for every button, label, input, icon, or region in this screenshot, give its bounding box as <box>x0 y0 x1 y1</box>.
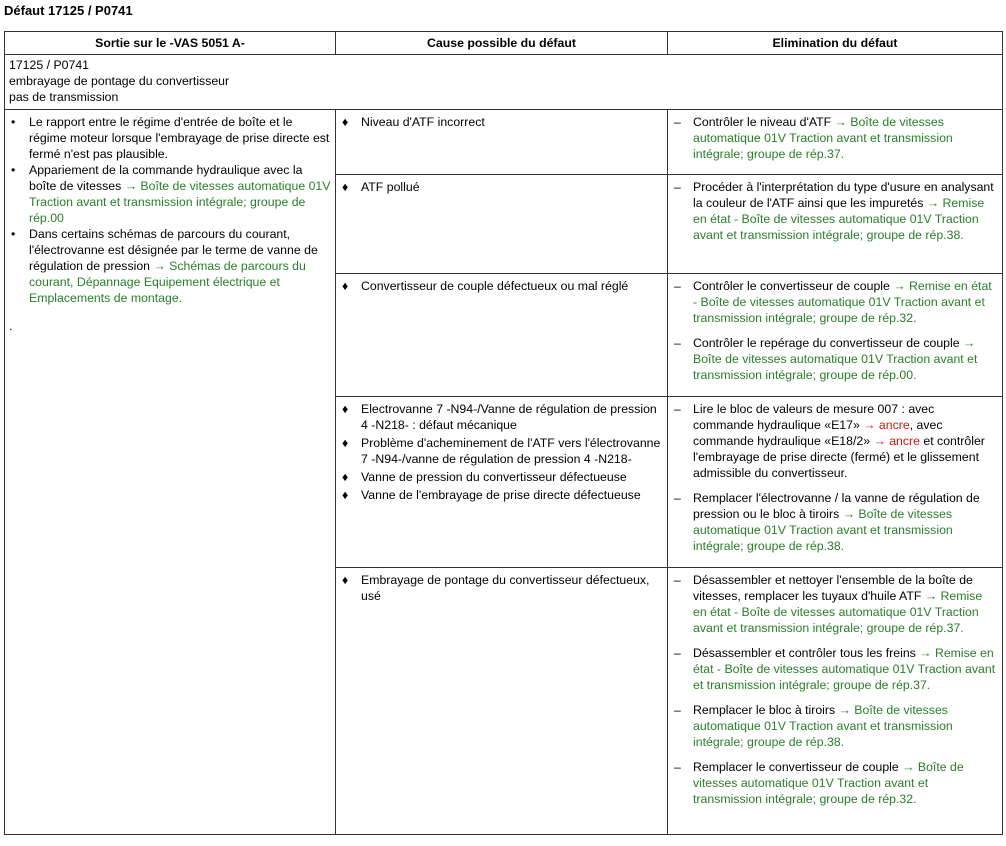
link[interactable]: → Boîte de vitesses automatique 01V Traction avant et transmission intégrale; groupe de rép.00. <box>693 336 978 382</box>
fault-code: 17125 / P0741 <box>9 58 90 72</box>
list-item: – Désassembler et contrôler tous les freins → Remise en état - Boîte de vitesses automatique 01V Traction avant et transmission intégrale; groupe de rép.37. <box>674 646 996 692</box>
output-cell <box>5 110 336 835</box>
link[interactable]: → Remise en état - Boîte de vitesses automatique 01V Traction avant et transmission intégrale; groupe de rép.38. <box>693 196 985 242</box>
list-item: ♦ Embrayage de pontage du convertisseur défectueux, usé <box>342 573 650 603</box>
link[interactable]: → Boîte de vitesses automatique 01V Traction avant et transmission intégrale; groupe de rép.00 <box>29 179 331 225</box>
link[interactable]: → Schémas de parcours du courant, Dépannage Equipement électrique et Emplacements de montage. <box>29 259 306 305</box>
header-elimination: Elimination du défaut <box>668 32 1003 55</box>
list-item: – Désassembler et nettoyer l'ensemble de la boîte de vitesses, remplacer les tuyaux d'huile ATF → Remise en état - Boîte de vitesses automatique 01V Traction avant et transmission intégrale; groupe de rép.37. <box>674 573 983 635</box>
list-item: ♦ Vanne de pression du convertisseur défectueuse <box>342 470 627 484</box>
elimination-cell <box>668 175 1003 274</box>
code-cell <box>5 55 1003 110</box>
list-item: – Procéder à l'interprétation du type d'usure en analysant la couleur de l'ATF ainsi que les impuretés → Remise en état - Boîte de vitesses automatique 01V Traction avant et transmission intégrale; groupe de rép.38. <box>674 180 994 242</box>
elimination-cell <box>668 568 1003 835</box>
list-item: – Lire le bloc de valeurs de mesure 007 : avec commande hydraulique «E17» → ancre, avec commande hydraulique «E18/2» → ancre et contrôler l'embrayage de prise directe (fermé) et le glissement admissible du convertisseur. <box>674 402 985 480</box>
cause-cell <box>336 175 668 274</box>
elimination-cell <box>668 397 1003 568</box>
code-row <box>5 55 1003 110</box>
dot-marker: . <box>9 319 13 333</box>
list-item: ♦ Vanne de l'embrayage de prise directe défectueuse <box>342 488 641 502</box>
anchor-link[interactable]: → ancre <box>873 434 920 448</box>
fault-detail: pas de transmission <box>9 90 119 104</box>
cause-cell <box>336 110 668 175</box>
header-output: Sortie sur le -VAS 5051 A- <box>5 32 336 55</box>
table-row <box>5 110 1003 175</box>
list-item: ♦ Electrovanne 7 -N94-/Vanne de régulation de pression 4 -N218- : défaut mécanique <box>342 402 657 432</box>
list-item: – Remplacer le convertisseur de couple → Boîte de vitesses automatique 01V Traction avant et transmission intégrale; groupe de rép.32. <box>674 760 964 806</box>
cause-cell <box>336 274 668 397</box>
list-item: ♦ Niveau d'ATF incorrect <box>342 115 485 129</box>
list-item: – Contrôler le convertisseur de couple → Remise en état - Boîte de vitesses automatique 01V Traction avant et transmission intégrale; groupe de rép.32. <box>674 279 992 325</box>
anchor-link[interactable]: → ancre <box>863 418 910 432</box>
list-item: • Dans certains schémas de parcours du courant, l'électrovanne est désignée par le terme de vanne de régulation de pression → Schémas de parcours du courant, Dépannage Equipement électrique et Emplacements de montage. <box>11 227 318 305</box>
link[interactable]: → Boîte de vitesses automatique 01V Traction avant et transmission intégrale; groupe de rép.32. <box>693 760 964 806</box>
list-item: – Contrôler le repérage du convertisseur de couple → Boîte de vitesses automatique 01V Traction avant et transmission intégrale; groupe de rép.00. <box>674 336 978 382</box>
cause-cell <box>336 397 668 568</box>
list-item: • Appariement de la commande hydraulique avec la boîte de vitesses → Boîte de vitesses automatique 01V Traction avant et transmission intégrale; groupe de rép.00 <box>11 163 331 225</box>
fault-table <box>4 31 1003 835</box>
link[interactable]: → Remise en état - Boîte de vitesses automatique 01V Traction avant et transmission intégrale; groupe de rép.37. <box>693 589 983 635</box>
elimination-cell <box>668 110 1003 175</box>
header-row <box>5 32 1003 55</box>
link[interactable]: → Remise en état - Boîte de vitesses automatique 01V Traction avant et transmission intégrale; groupe de rép.32. <box>693 279 992 325</box>
header-cause: Cause possible du défaut <box>336 32 668 55</box>
list-item: ♦ Convertisseur de couple défectueux ou mal réglé <box>342 279 629 293</box>
page-title: Défaut 17125 / P0741 <box>4 3 133 18</box>
elimination-cell <box>668 274 1003 397</box>
cause-cell <box>336 568 668 835</box>
link[interactable]: → Boîte de vitesses automatique 01V Traction avant et transmission intégrale; groupe de rép.38. <box>693 703 953 749</box>
list-item: – Remplacer le bloc à tiroirs → Boîte de vitesses automatique 01V Traction avant et transmission intégrale; groupe de rép.38. <box>674 703 953 749</box>
list-item: – Remplacer l'électrovanne / la vanne de régulation de pression ou le bloc à tiroirs → Boîte de vitesses automatique 01V Traction avant et transmission intégrale; groupe de rép.38. <box>674 491 980 553</box>
link[interactable]: → Boîte de vitesses automatique 01V Traction avant et transmission intégrale; groupe de rép.37. <box>693 115 953 161</box>
list-item: ♦ ATF pollué <box>342 180 420 194</box>
link[interactable]: → Boîte de vitesses automatique 01V Traction avant et transmission intégrale; groupe de rép.38. <box>693 507 953 553</box>
fault-description: embrayage de pontage du convertisseur <box>9 74 230 88</box>
list-item: ♦ Problème d'acheminement de l'ATF vers l'électrovanne 7 -N94-/vanne de régulation de pression 4 -N218- <box>342 436 661 466</box>
list-item: – Contrôler le niveau d'ATF → Boîte de vitesses automatique 01V Traction avant et transmission intégrale; groupe de rép.37. <box>674 115 953 161</box>
link[interactable]: → Remise en état - Boîte de vitesses automatique 01V Traction avant et transmission intégrale; groupe de rép.37. <box>693 646 996 692</box>
list-item: • Le rapport entre le régime d'entrée de boîte et le régime moteur lorsque l'embrayage de prise directe est fermé n'est pas plausible. <box>11 115 330 161</box>
